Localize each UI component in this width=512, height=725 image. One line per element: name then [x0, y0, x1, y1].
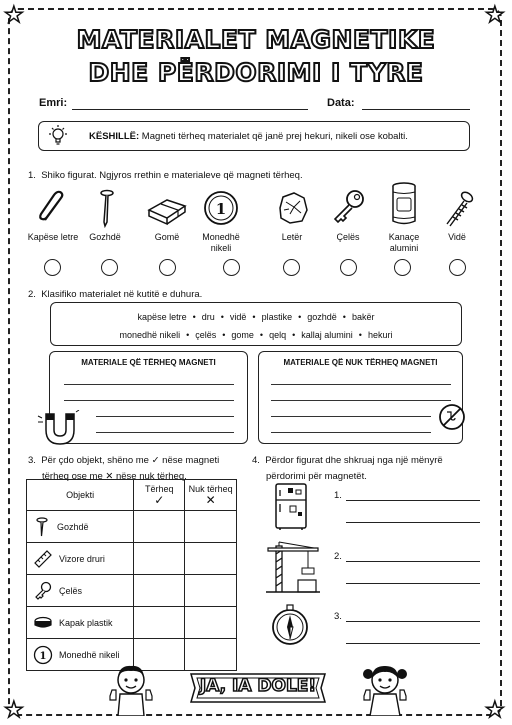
item-paper: Letër — [264, 188, 320, 243]
item-checkbox-circle[interactable] — [449, 259, 466, 276]
name-field[interactable] — [72, 109, 308, 110]
svg-text:1: 1 — [215, 200, 227, 218]
answer-line[interactable] — [64, 384, 234, 385]
item-checkbox-circle[interactable] — [159, 259, 176, 276]
magnet-icon — [36, 410, 80, 446]
box-not-attracts — [258, 351, 463, 444]
key-icon — [328, 188, 368, 228]
success-banner — [183, 668, 333, 708]
crumpled-paper-icon — [272, 188, 312, 228]
col-object: Objekti — [27, 480, 134, 511]
question-3: 3. Për çdo objekt, shëno me ✓ nëse magneti tërheq ose me ✕ nëse nuk tërheq. — [28, 455, 220, 482]
page-title-line-1: MATERIALET MAGNETIKE — [76, 25, 436, 54]
table-cell-attracts[interactable] — [134, 575, 185, 607]
answer-line[interactable] — [96, 416, 234, 417]
answer-line[interactable] — [346, 561, 480, 562]
col-attracts: Tërheq ✓ — [134, 480, 185, 511]
table-cell-not-attracts[interactable] — [185, 543, 237, 575]
answer-line[interactable] — [346, 500, 480, 501]
table-row: 1 Monedhë nikeli — [27, 639, 237, 671]
star-icon: ★ — [4, 697, 24, 722]
date-label: Data: — [327, 97, 355, 109]
table-cell-not-attracts[interactable] — [185, 639, 237, 671]
key-icon — [33, 581, 53, 601]
answer-number-2: 2. — [334, 551, 342, 562]
nail-icon — [33, 517, 51, 537]
item-eraser: Gomë — [139, 188, 195, 243]
coin-icon — [33, 645, 53, 665]
coin-icon — [201, 188, 241, 228]
item-checkbox-circle[interactable] — [283, 259, 300, 276]
crane-icon — [264, 538, 322, 594]
answer-number-1: 1. — [334, 490, 342, 501]
star-icon: ★ — [485, 697, 505, 722]
answer-line[interactable] — [346, 583, 480, 584]
girl-thumbs-up-icon — [360, 660, 410, 716]
box-attracts — [49, 351, 248, 444]
paperclip-icon — [33, 188, 73, 228]
table-cell-attracts[interactable] — [134, 511, 185, 543]
answer-line[interactable] — [96, 432, 234, 433]
item-checkbox-circle[interactable] — [394, 259, 411, 276]
screw-icon — [437, 188, 477, 228]
table-row: Vizore druri — [27, 543, 237, 575]
question-4-text-2: përdorimi për magnetët. — [266, 471, 367, 482]
table-cell-not-attracts[interactable] — [185, 511, 237, 543]
answer-line[interactable] — [346, 522, 480, 523]
col-not-attracts: Nuk tërheq ✕ — [185, 480, 237, 511]
tip-label: KËSHILLË: — [89, 131, 140, 142]
answer-number-3: 3. — [334, 611, 342, 622]
table-row: Kapak plastik — [27, 607, 237, 639]
star-icon: ★ — [485, 2, 505, 27]
tip-box — [38, 121, 470, 151]
answer-line[interactable] — [346, 621, 480, 622]
answer-line[interactable] — [271, 384, 451, 385]
answer-line[interactable] — [271, 400, 451, 401]
item-checkbox-circle[interactable] — [340, 259, 357, 276]
item-screw: Vidë — [429, 188, 485, 243]
question-1: 1. Shiko figurat. Ngjyros rrethin e materialeve që magneti tërheq. — [28, 170, 303, 181]
table-row: Gozhdë — [27, 511, 237, 543]
item-paperclip: Kapëse letre — [25, 188, 81, 243]
star-icon: ★ — [4, 2, 24, 27]
eraser-icon — [145, 188, 189, 228]
answer-line[interactable] — [346, 643, 480, 644]
nail-icon — [85, 188, 125, 228]
success-banner-text: JA, IA DOLE! — [199, 676, 317, 696]
item-checkbox-circle[interactable] — [223, 259, 240, 276]
item-checkbox-circle[interactable] — [101, 259, 118, 276]
lightbulb-icon — [45, 125, 71, 150]
boy-thumbs-up-icon — [106, 660, 156, 716]
fridge-icon — [270, 482, 314, 532]
table-cell-attracts[interactable] — [134, 543, 185, 575]
question-1-text: Shiko figurat. Ngjyros rrethin e materialeve që magneti tërheq. — [41, 170, 303, 181]
table-cell-attracts[interactable] — [134, 607, 185, 639]
question-3-text-2: tërheq ose me ✕ nëse nuk tërheq. — [42, 471, 187, 482]
item-can: Kanaçe alumini — [376, 181, 432, 254]
ruler-icon — [33, 549, 53, 569]
word-bank: kapëse letre • dru • vidë • plastike • gozhdë • bakër monedhë nikeli • çelës • gome • qelq • kallaj alumini • hekuri — [50, 302, 462, 346]
svg-text:1: 1 — [39, 650, 47, 662]
date-field[interactable] — [362, 109, 470, 110]
box-attracts-title: MATERIALE QË TËRHEQ MAGNETI — [81, 358, 216, 367]
objects-table — [26, 479, 237, 671]
question-4-text-1: Përdor figurat dhe shkruaj nga një mënyrë — [265, 455, 443, 466]
answer-line[interactable] — [64, 400, 234, 401]
question-2-text: Klasifiko materialet në kutitë e duhura. — [41, 289, 203, 300]
question-2: 2. Klasifiko materialet në kutitë e duhura. — [28, 289, 203, 300]
table-cell-not-attracts[interactable] — [185, 607, 237, 639]
can-icon — [384, 181, 424, 228]
page-title-line-2: DHE PËRDORIMI I TYRE — [88, 58, 424, 87]
table-row: Çelës — [27, 575, 237, 607]
question-3-text-1: Për çdo objekt, shëno me ✓ nëse magneti — [41, 455, 220, 466]
name-label: Emri: — [39, 97, 68, 109]
answer-line[interactable] — [271, 432, 431, 433]
tip-text: Magneti tërheq materialet që janë prej hekuri, nikeli ose kobalti. — [141, 131, 408, 142]
item-nail: Gozhdë — [77, 188, 133, 243]
table-cell-not-attracts[interactable] — [185, 575, 237, 607]
answer-line[interactable] — [271, 416, 431, 417]
lid-icon — [33, 613, 53, 633]
no-magnet-icon — [437, 402, 467, 432]
item-coin: 1 Monedhë nikeli — [193, 188, 249, 254]
item-checkbox-circle[interactable] — [44, 259, 61, 276]
question-4: 4. Përdor figurat dhe shkruaj nga një mënyrë përdorimi për magnetët. — [252, 455, 443, 482]
box-not-attracts-title: MATERIALE QË NUK TËRHEQ MAGNETI — [283, 358, 438, 367]
item-key: Çelës — [320, 188, 376, 243]
compass-icon — [268, 603, 312, 647]
